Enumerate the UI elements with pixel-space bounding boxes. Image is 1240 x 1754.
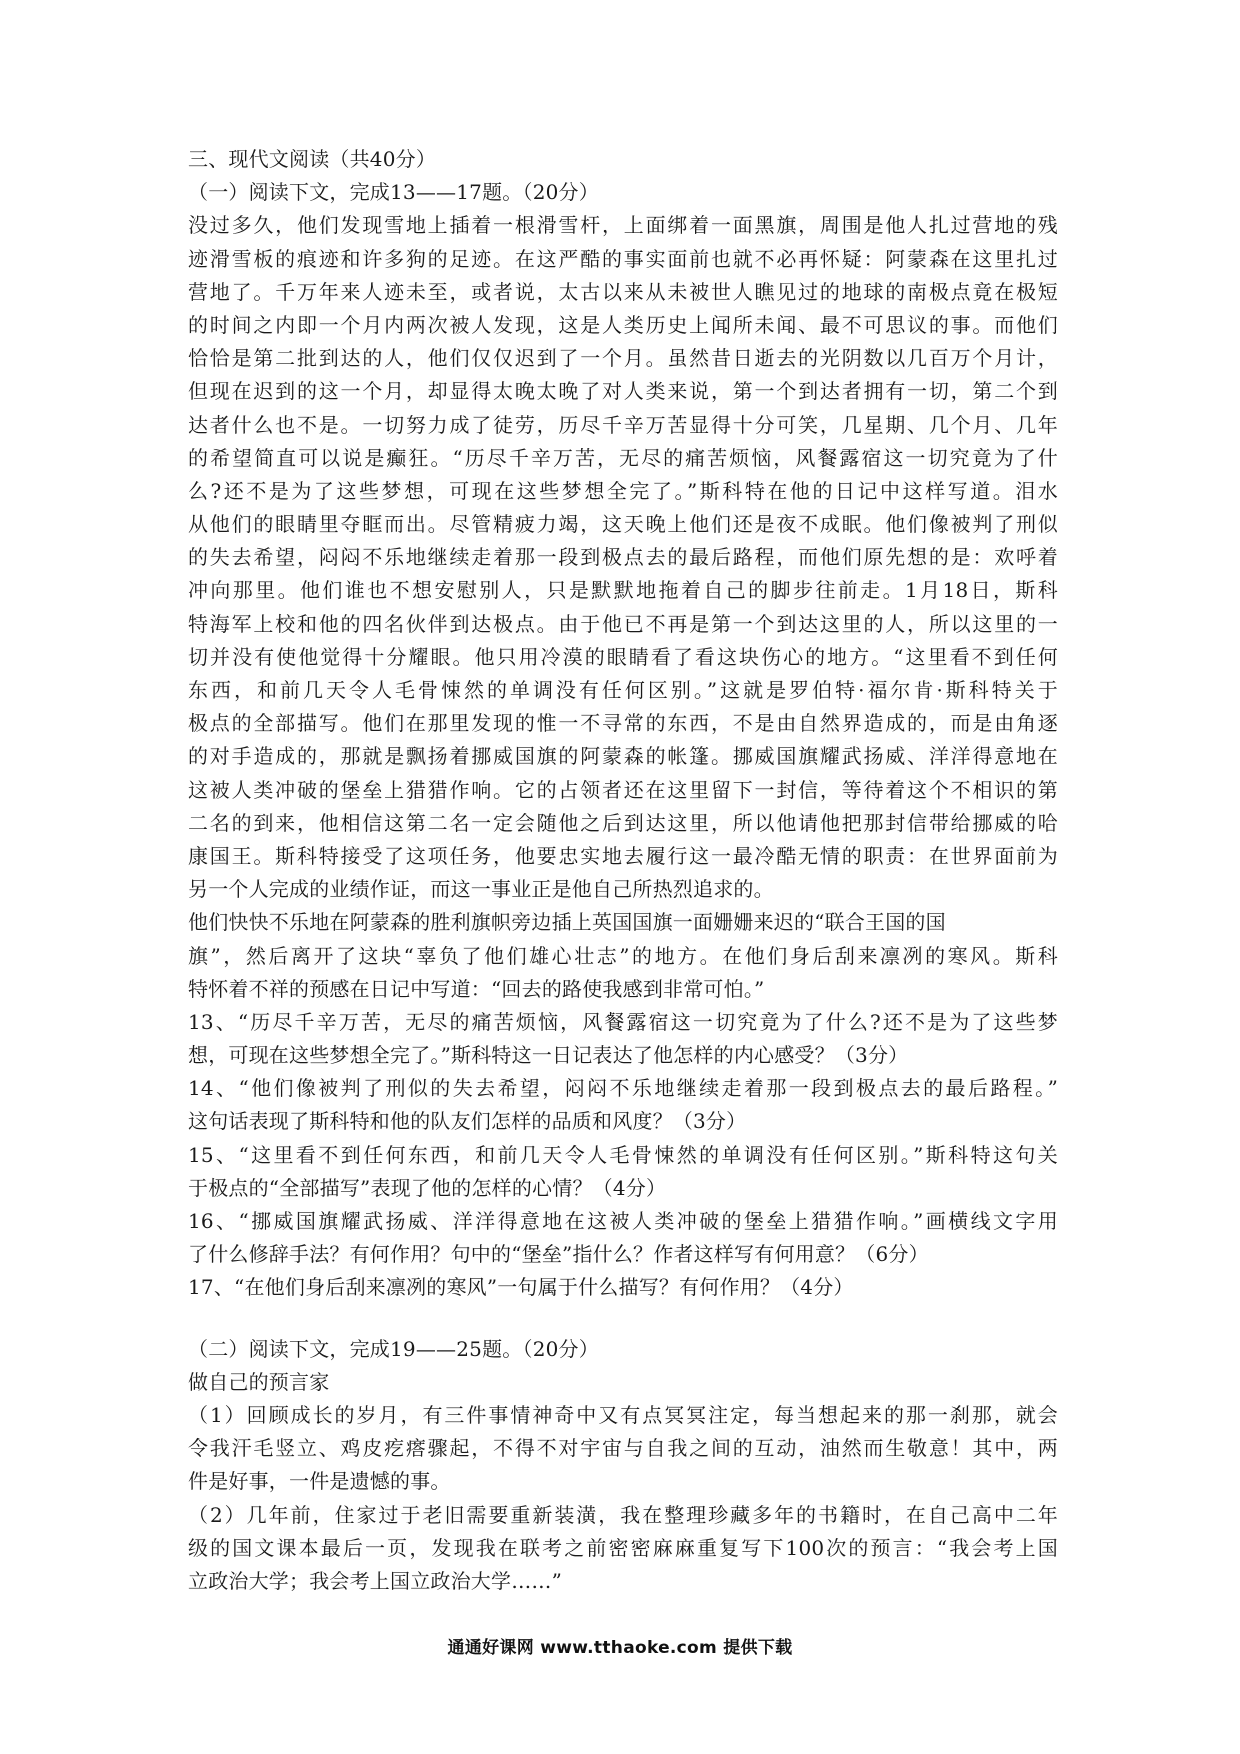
- passage-line: 营地了。千万年来人迹未至，或者说，太古以来从未被世人瞧见过的地球的南极点竟在极短: [188, 279, 1058, 304]
- passage-line: 立政治大学；我会考上国立政治大学……”: [188, 1568, 563, 1593]
- passage-line: 件是好事，一件是遗憾的事。: [188, 1469, 451, 1494]
- question-line: 13、“历尽千辛万苦，无尽的痛苦烦恼，风餐露宿这一切究竟为了什么?还不是为了这些梦: [188, 1009, 1058, 1034]
- question-line: 了什么修辞手法？有何作用？句中的“堡垒”指什么？作者这样写有何用意？（6分）: [188, 1242, 929, 1267]
- part1-heading: （一）阅读下文，完成13——17题。（20分）: [188, 180, 599, 205]
- question-line: 15、“这里看不到任何东西，和前几天令人毛骨悚然的单调没有任何区别。”斯科特这句关: [188, 1142, 1058, 1167]
- question-line: 16、“挪威国旗耀武扬威、洋洋得意地在这被人类冲破的堡垒上猎猎作响。”画横线文字用: [188, 1209, 1058, 1233]
- part1-passage: [188, 209, 1058, 1006]
- passage-line: 特海军上校和他的四名伙伴到达极点。由于他已不再是第一个到达这里的人，所以这里的一: [188, 611, 1058, 636]
- passage-line: 迹滑雪板的痕迹和许多狗的足迹。在这严酷的事实面前也就不必再怀疑：阿蒙森在这里扎过: [188, 246, 1058, 271]
- passage-line: 旗”，然后离开了这块“辜负了他们雄心壮志”的地方。在他们身后刮来凛冽的寒风。斯科: [188, 943, 1058, 968]
- passage-line: 他们快快不乐地在阿蒙森的胜利旗帜旁边插上英国国旗一面姗姗来迟的“联合王国的国: [188, 910, 946, 935]
- passage-line: 的希望简直可以说是癫狂。“历尽千辛万苦，无尽的痛苦烦恼，风餐露宿这一切究竟为了什: [188, 445, 1058, 470]
- part2-passage: [188, 1399, 1058, 1598]
- passage-line: 但现在迟到的这一个月，却显得太晚太晚了对人类来说，第一个到达者拥有一切，第二个到: [188, 379, 1058, 404]
- passage-line: 的时间之内即一个月内两次被人发现，这是人类历史上闻所未闻、最不可思议的事。而他们: [188, 312, 1058, 337]
- passage-line: 从他们的眼睛里夺眶而出。尽管精疲力竭，这天晚上他们还是夜不成眠。他们像被判了刑似: [188, 512, 1058, 537]
- section-gap: [188, 1305, 1058, 1333]
- passage-line: （2）几年前，住家过于老旧需要重新装潢，我在整理珍藏多年的书籍时，在自己高中二年: [188, 1502, 1058, 1527]
- question-line: 17、“在他们身后刮来凛冽的寒风”一句属于什么描写？有何作用？（4分）: [188, 1275, 854, 1300]
- passage-line: 极点的全部描写。他们在那里发现的惟一不寻常的东西，不是由自然界造成的，而是由角逐: [188, 711, 1058, 736]
- part1-questions: [188, 1006, 1058, 1305]
- question-line: 14、“他们像被判了刑似的失去希望，闷闷不乐地继续走着那一段到极点去的最后路程。”: [188, 1076, 1058, 1101]
- question-line: 于极点的“全部描写”表现了他的怎样的心情？（4分）: [188, 1175, 667, 1200]
- page-footer: 通通好课网 www.tthaoke.com 提供下载: [447, 1638, 793, 1658]
- part2-heading: （二）阅读下文，完成19——25题。（20分）: [188, 1336, 599, 1361]
- passage-line: 的对手造成的，那就是飘扬着挪威国旗的阿蒙森的帐篷。挪威国旗耀武扬威、洋洋得意地在: [188, 744, 1058, 769]
- question-line: 想，可现在这些梦想全完了。”斯科特这一日记表达了他怎样的内心感受？（3分）: [188, 1043, 909, 1068]
- passage-line: 恰恰是第二批到达的人，他们仅仅迟到了一个月。虽然昔日逝去的光阴数以几百万个月计，: [188, 346, 1058, 371]
- passage-line: 东西，和前几天令人毛骨悚然的单调没有任何区别。”这就是罗伯特·福尔肯·斯科特关于: [188, 678, 1058, 702]
- passage-line: 么?还不是为了这些梦想，可现在这些梦想全完了。”斯科特在他的日记中这样写道。泪水: [188, 478, 1058, 503]
- passage-line: 特怀着不祥的预感在日记中写道：“回去的路使我感到非常可怕。”: [188, 976, 765, 1001]
- section-title: 三、现代文阅读（共40分）: [188, 147, 437, 171]
- passage-line: （1）回顾成长的岁月，有三件事情神奇中又有点冥冥注定，每当想起来的那一刹那，就会: [188, 1402, 1058, 1427]
- passage-line: 康国王。斯科特接受了这项任务，他要忠实地去履行这一最冷酷无情的职责：在世界面前为: [188, 843, 1058, 868]
- passage-line: 冲向那里。他们谁也不想安慰别人，只是默默地拖着自己的脚步往前走。1月18日，斯科: [188, 578, 1058, 603]
- passage-line: 令我汗毛竖立、鸡皮疙瘩骤起，不得不对宇宙与自我之间的互动，油然而生敬意！其中，两: [188, 1436, 1058, 1461]
- passage-line: 级的国文课本最后一页，发现我在联考之前密密麻麻重复写下100次的预言：“我会考上国: [188, 1535, 1058, 1560]
- passage-line: 的失去希望，闷闷不乐地继续走着那一段到极点去的最后路程，而他们原先想的是：欢呼着: [188, 545, 1058, 570]
- passage-line: 达者什么也不是。一切努力成了徒劳，历尽千辛万苦显得十分可笑，几星期、几个月、几年: [188, 412, 1058, 437]
- passage-line: 二名的到来，他相信这第二名一定会随他之后到达这里，所以他请他把那封信带给挪威的哈: [188, 810, 1058, 835]
- passage-line: 另一个人完成的业绩作证，而这一事业正是他自己所热烈追求的。: [188, 877, 774, 902]
- passage-line: 这被人类冲破的堡垒上猎猎作响。它的占领者还在这里留下一封信，等待着这个不相识的第: [188, 777, 1058, 802]
- part2-title: 做自己的预言家: [188, 1369, 330, 1394]
- page-content: [188, 143, 1058, 1598]
- passage-line: 没过多久，他们发现雪地上插着一根滑雪杆，上面绑着一面黑旗，周围是他人扎过营地的残: [188, 213, 1058, 238]
- passage-line: 切并没有使他觉得十分耀眼。他只用冷漠的眼睛看了看这块伤心的地方。“这里看不到任何: [188, 644, 1058, 669]
- question-line: 这句话表现了斯科特和他的队友们怎样的品质和风度？（3分）: [188, 1109, 747, 1134]
